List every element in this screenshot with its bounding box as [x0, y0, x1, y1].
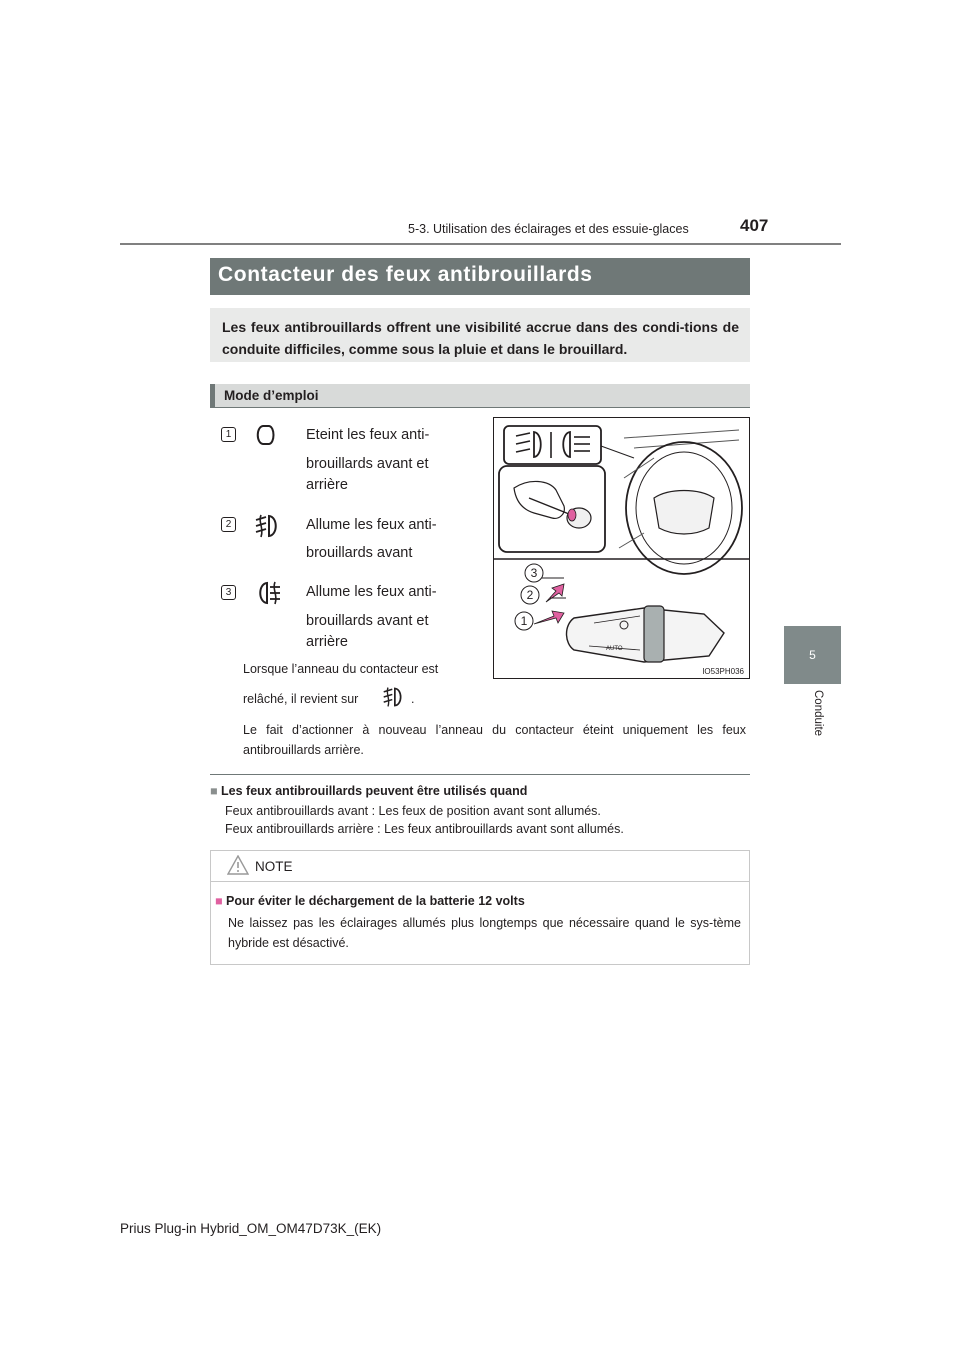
- release-note-suffix: .: [411, 692, 415, 706]
- item-3-line-2: brouillards avant et: [306, 613, 429, 629]
- release-note-line-2: [243, 689, 358, 709]
- subsection-bar: [210, 384, 750, 408]
- fog-off-icon: [254, 424, 278, 446]
- section-divider: [210, 774, 750, 775]
- callout-2: 2: [526, 588, 534, 602]
- item-2-line-1: Allume les feux anti-: [306, 517, 437, 533]
- conditions-title-text: Les feux antibrouillards peuvent être utilisés quand: [221, 784, 528, 798]
- page-title: Contacteur des feux antibrouillards: [218, 263, 593, 286]
- illustration-code: IO53PH036: [702, 667, 744, 676]
- second-note: Le fait d’actionner à nouveau l’anneau du contacteur éteint uniquement les feux antibrouillards arrière.: [243, 723, 746, 757]
- front-fog-icon: [382, 686, 406, 708]
- switch-illustration: [493, 417, 750, 679]
- item-number-3: 3: [221, 585, 236, 600]
- section-header: 5-3. Utilisation des éclairages et des essuie-glaces: [408, 222, 689, 236]
- ring-label-auto: AUTO: [606, 646, 623, 652]
- item-3-line-3: arrière: [306, 634, 348, 650]
- intro-text: Les feux antibrouillards offrent une visibilité accrue dans des condi-tions de conduite difficiles, comme sous la pluie et dans le brouillard.: [222, 319, 739, 357]
- release-note-line-1: Lorsque l’anneau du contacteur est: [243, 662, 439, 676]
- note-label: NOTE: [255, 859, 293, 874]
- item-1-line-2: brouillards avant et: [306, 456, 429, 472]
- subsection-title: Mode d’emploi: [224, 388, 319, 403]
- callout-1: 1: [520, 614, 528, 628]
- item-number-1: 1: [221, 427, 236, 442]
- rear-fog-icon: [254, 581, 282, 605]
- note-body: Ne laissez pas les éclairages allumés plus longtemps que nécessaire quand le sys-tème hybride est désactivé.: [228, 916, 741, 950]
- condition-line-1: Feux antibrouillards avant : Les feux de position avant sont allumés.: [225, 804, 601, 818]
- switch-illustration-drawing: [494, 418, 749, 678]
- item-1-line-3: arrière: [306, 477, 348, 493]
- intro-box: [210, 308, 750, 362]
- warning-triangle-icon: [227, 855, 249, 875]
- page-number: 407: [740, 216, 769, 235]
- item-number-2: 2: [221, 517, 236, 532]
- item-3-line-1: Allume les feux anti-: [306, 584, 437, 600]
- square-bullet-icon: ■: [210, 784, 218, 798]
- chapter-tab: 5: [784, 626, 841, 684]
- note-header: [211, 851, 749, 882]
- footer-model: Prius Plug-in Hybrid_OM_OM47D73K_(EK): [120, 1221, 382, 1236]
- item-2-line-2: brouillards avant: [306, 545, 413, 561]
- item-1-line-1: Eteint les feux anti-: [306, 427, 430, 443]
- release-note-prefix: relâché, il revient sur: [243, 692, 359, 706]
- note-title: [215, 894, 525, 908]
- chapter-label: Conduite: [812, 690, 824, 737]
- square-bullet-icon: ■: [215, 894, 223, 908]
- header-rule: [120, 243, 841, 245]
- callout-3: 3: [530, 566, 538, 580]
- front-fog-icon: [254, 514, 282, 538]
- conditions-title: [210, 784, 527, 798]
- note-box: [210, 850, 750, 965]
- note-title-text: Pour éviter le déchargement de la batterie 12 volts: [226, 894, 525, 908]
- condition-line-2: Feux antibrouillards arrière : Les feux antibrouillards avant sont allumés.: [225, 822, 624, 836]
- page-title-bar: [210, 258, 750, 295]
